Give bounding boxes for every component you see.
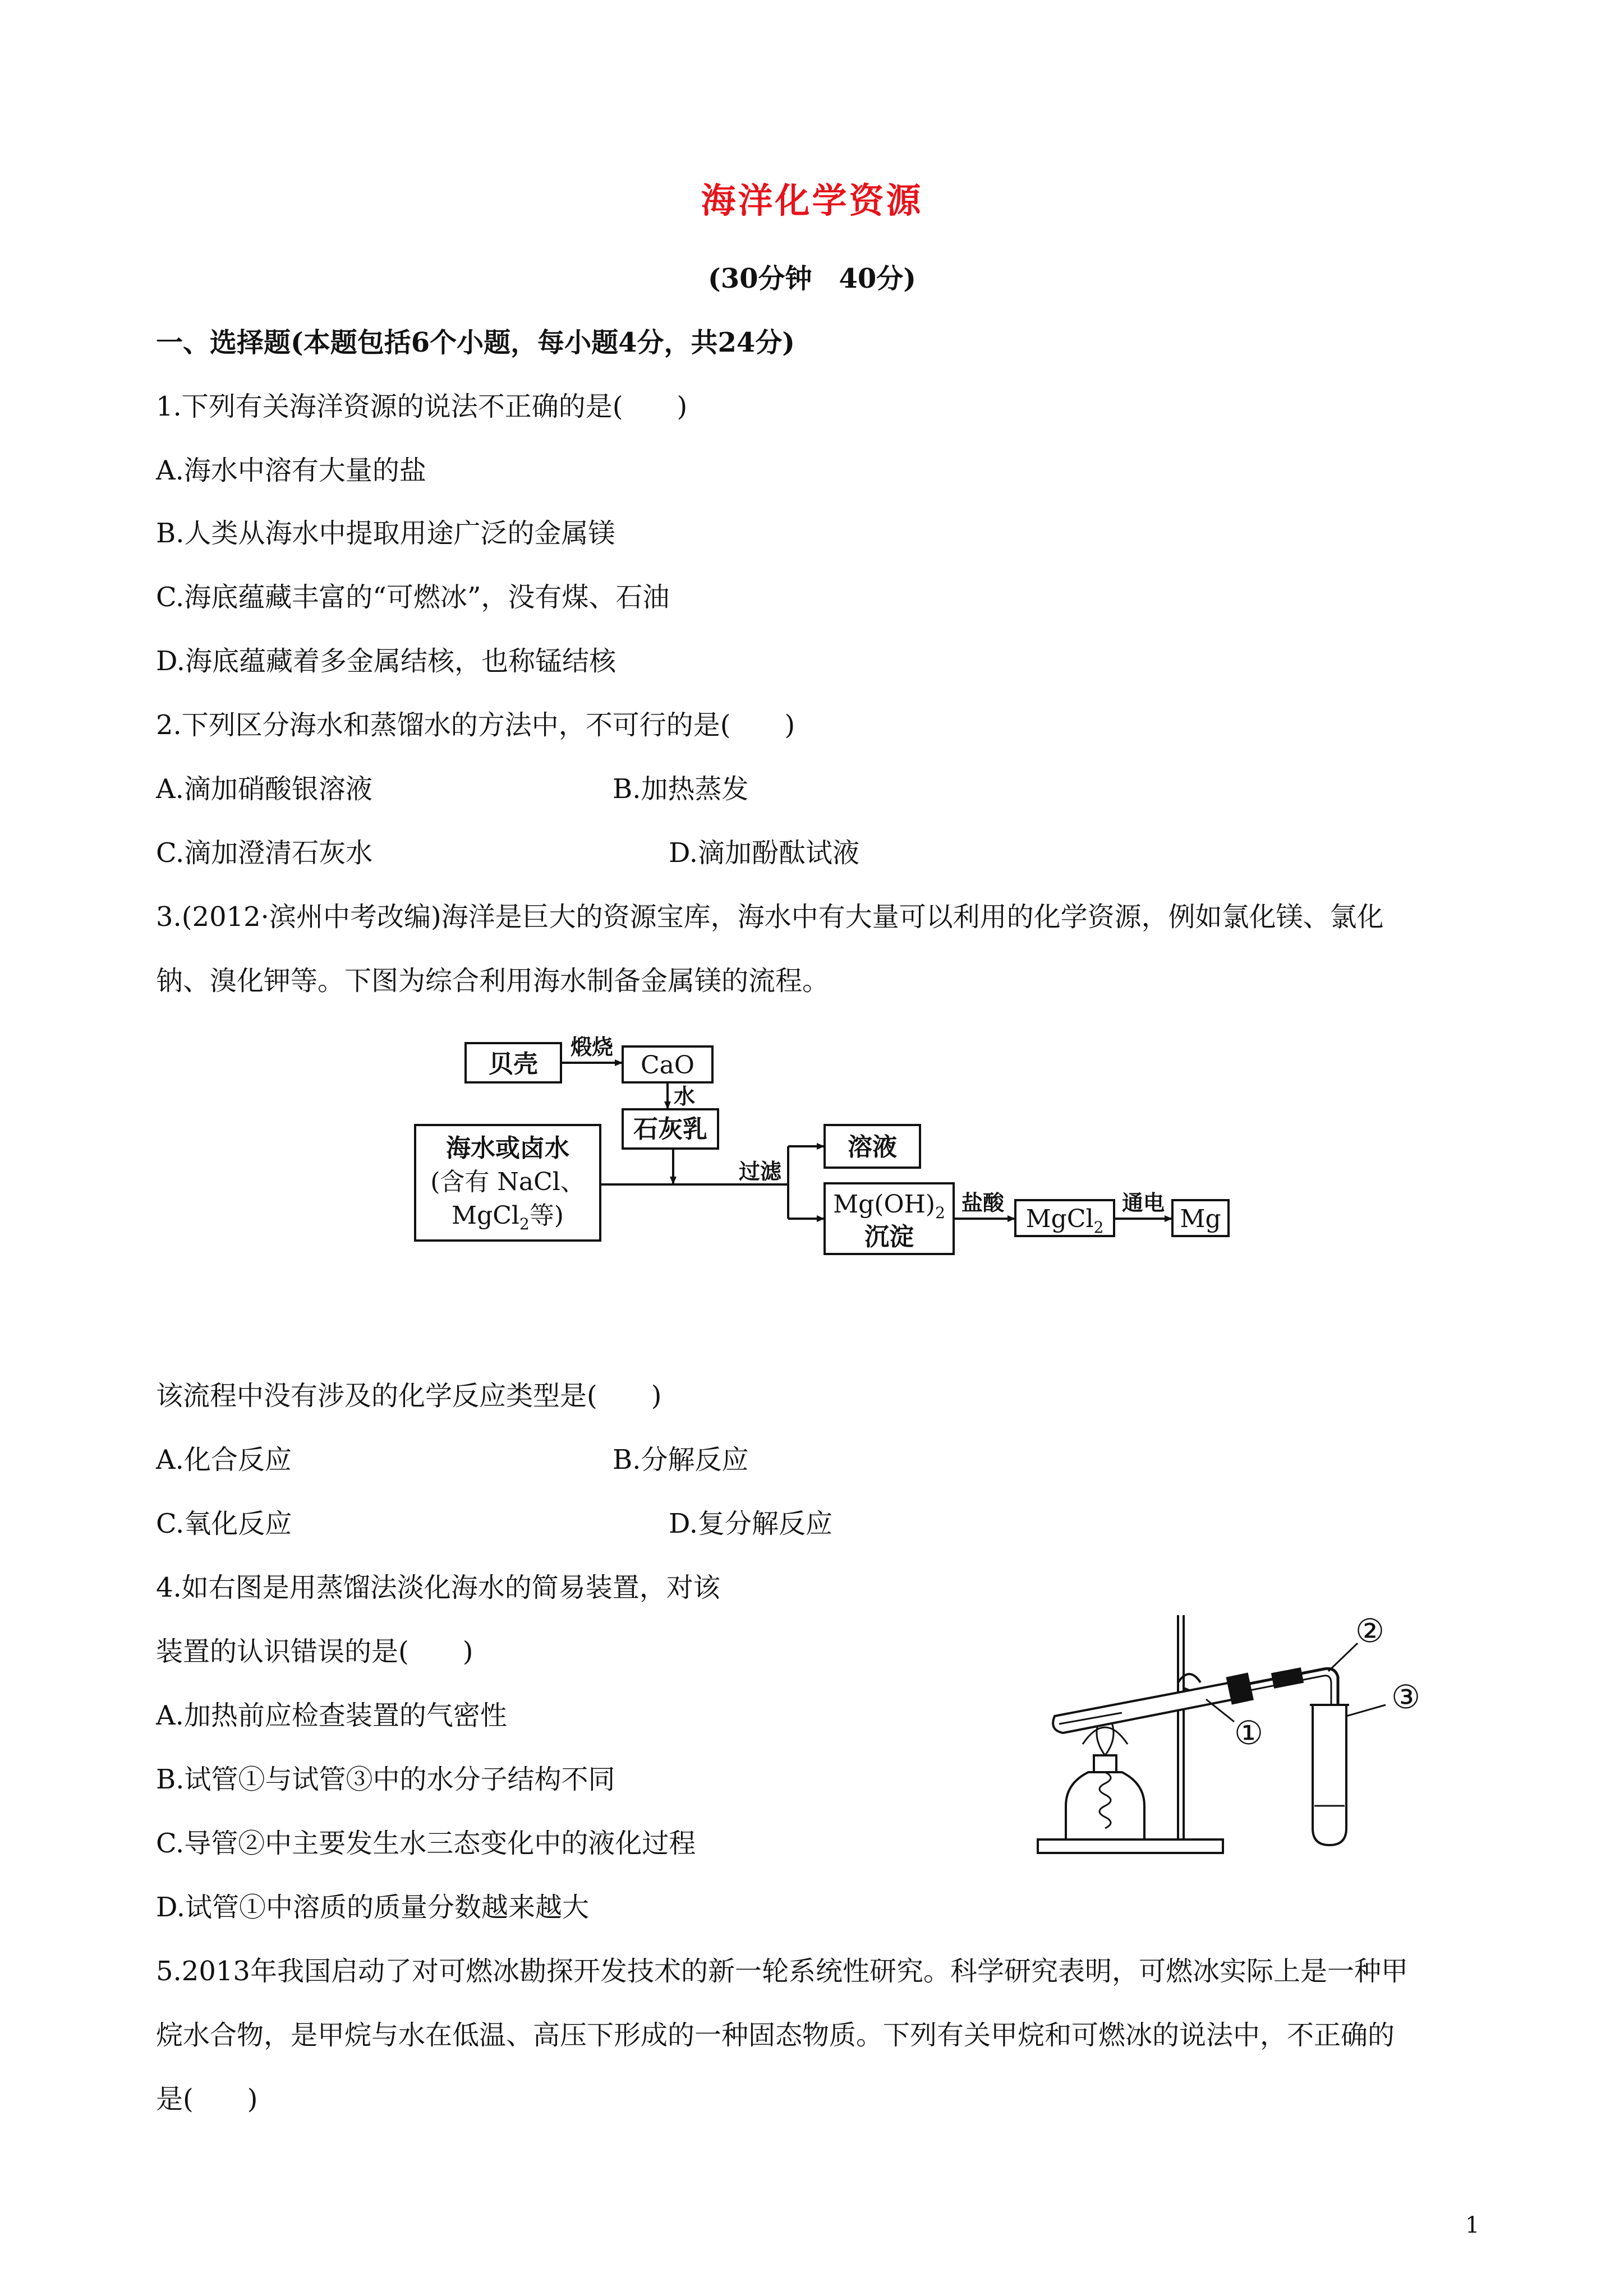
q4-option-a: A.加热前应检查装置的气密性 [156,1700,507,1731]
flow-seawater-line2: (含有 NaCl、 [430,1168,585,1196]
q4-option-d: D.试管①中溶质的质量分数越来越大 [156,1892,590,1923]
q3-option-b: B.分解反应 [613,1444,749,1476]
q4-option-b: B.试管①与试管③中的水分子结构不同 [156,1764,615,1795]
q2-option-a: A.滴加硝酸银溶液 [156,773,372,805]
flow-mgoh2: $Mg(OH)_2$ [833,1190,945,1222]
flow-seawater-line1: 海水或卤水 [446,1134,569,1163]
apparatus-label-3: ③ [1391,1678,1420,1716]
apparatus-label-1: ① [1234,1714,1263,1752]
time-score: (30分钟 40分) [707,263,917,294]
flow-mg: Mg [1180,1205,1221,1233]
flow-label-hcl: 盐酸 [961,1190,1005,1215]
q1-option-a: A.海水中溶有大量的盐 [156,455,426,486]
q1-option-b: B.人类从海水中提取用途广泛的金属镁 [156,518,615,549]
q4-stem-line1: 4.如右图是用蒸馏法淡化海水的简易装置，对该 [156,1572,720,1603]
q2-option-d: D.滴加酚酞试液 [669,837,860,869]
flow-label-filter: 过滤 [738,1159,782,1184]
q3-question: 该流程中没有涉及的化学反应类型是( ) [156,1380,662,1412]
flow-mgcl2: MgCl$_2$ [1025,1205,1104,1237]
q3-option-a: A.化合反应 [156,1444,292,1476]
q5-stem-line3: 是( ) [156,2083,258,2115]
flow-label-electrolysis: 通电 [1121,1190,1165,1215]
flow-label-calcine: 煅烧 [570,1034,614,1059]
q5-stem-line1: 5.2013年我国启动了对可燃冰勘探开发技术的新一轮系统性研究。科学研究表明，可燃冰实际上是一种甲 [156,1956,1408,1987]
q4-option-c: C.导管②中主要发生水三态变化中的液化过程 [156,1828,696,1859]
q2-option-c: C.滴加澄清石灰水 [156,837,373,869]
flow-precipitate: 沉淀 [864,1223,914,1251]
flow-seawater-line3: MgCl$_2$等) [452,1201,564,1233]
page-number: 1 [1465,2212,1480,2238]
q4-stem-line2: 装置的认识错误的是( ) [156,1636,473,1667]
distillation-apparatus [1021,1604,1481,1873]
q3-stem-line2: 钠、溴化钾等。下图为综合利用海水制备金属镁的流程。 [156,965,830,997]
flow-solution: 溶液 [848,1133,897,1161]
q2-stem: 2.下列区分海水和蒸馏水的方法中，不可行的是( ) [156,709,795,741]
flow-label-water: 水 [673,1084,696,1109]
flow-cao: CaO [641,1051,694,1080]
q1-stem: 1.下列有关海洋资源的说法不正确的是( ) [156,391,688,422]
flow-shell: 贝壳 [489,1050,538,1078]
q3-stem-line1: 3.(2012·滨州中考改编)海洋是巨大的资源宝库，海水中有大量可以利用的化学资源，例如氯化镁、氯化 [156,901,1384,933]
q1-option-d: D.海底蕴藏着多金属结核，也称锰结核 [156,646,617,677]
q1-option-c: C.海底蕴藏丰富的“可燃冰”，没有煤、石油 [156,582,670,613]
apparatus-label-2: ② [1355,1612,1384,1650]
magnesium-flow-diagram [404,1032,1245,1312]
q3-option-c: C.氧化反应 [156,1508,292,1539]
page-title: 海洋化学资源 [701,180,923,221]
q2-option-b: B.加热蒸发 [613,773,749,805]
q5-stem-line2: 烷水合物，是甲烷与水在低温、高压下形成的一种固态物质。下列有关甲烷和可燃冰的说法中，不正确的 [156,2020,1395,2051]
flow-limemilk: 石灰乳 [633,1115,707,1144]
section-heading: 一、选择题(本题包括6个小题，每小题4分，共24分) [156,327,795,358]
q3-option-d: D.复分解反应 [669,1508,833,1539]
